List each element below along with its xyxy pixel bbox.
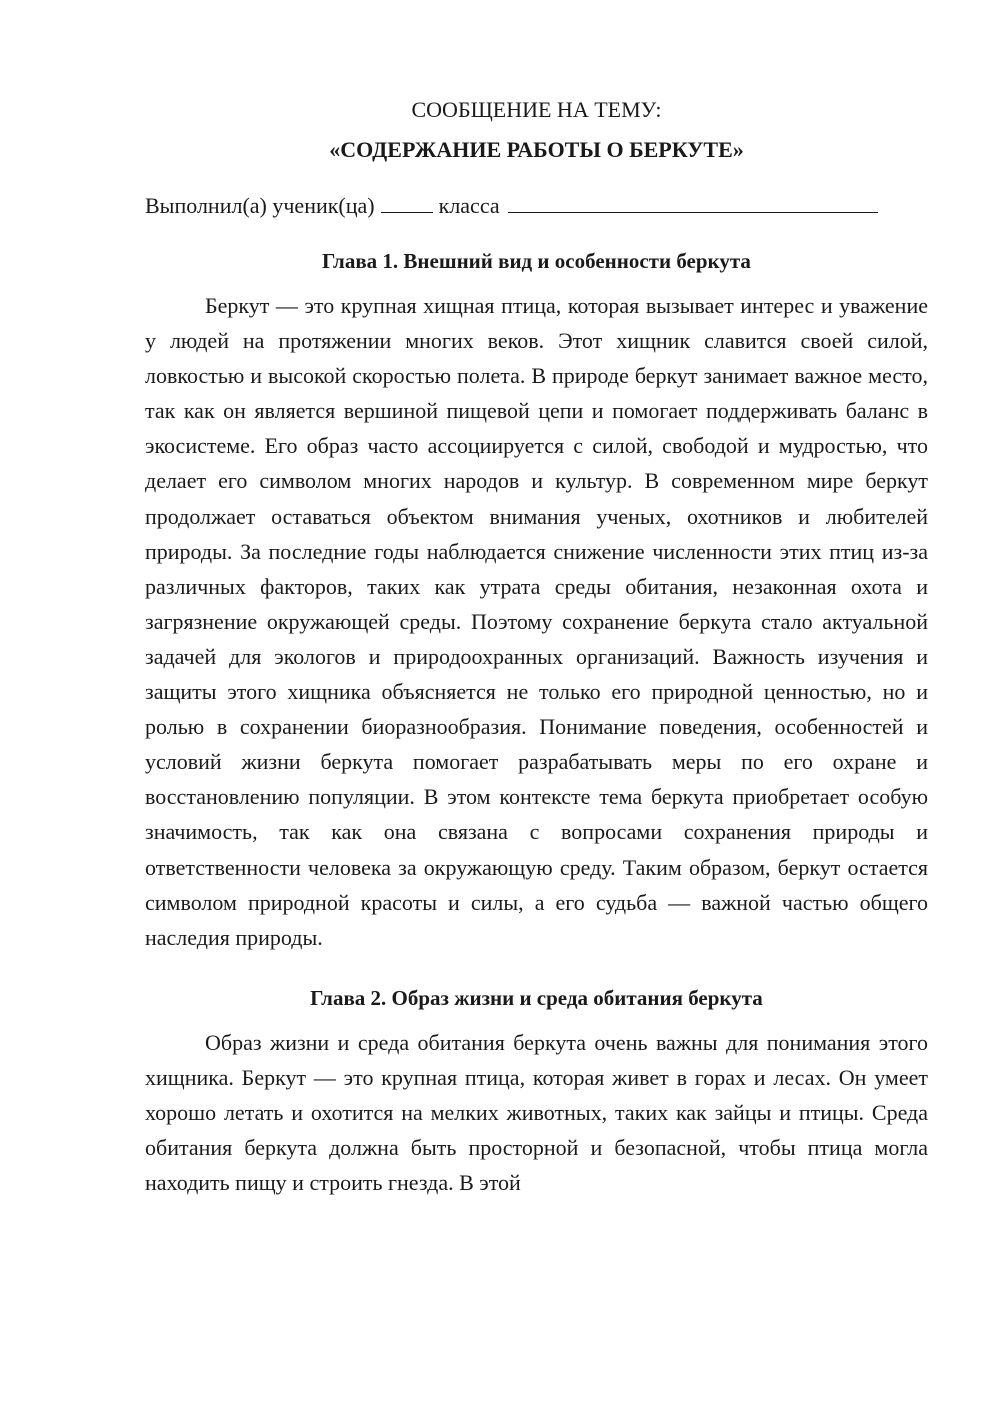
document-page [145, 92, 928, 1200]
chapter-1-paragraph: Беркут — это крупная хищная птица, которая вызывает интерес и уважение у людей на протяжении многих веков. Этот хищник славится своей силой, ловкостью и высокой скоростью полета. В природе беркут занимает важное место, так как он является вершиной пищевой цепи и помогает поддерживать баланс в экосистеме. Его образ часто ассоциируется с силой, свободой и мудростью, что делает его символом многих народов и культур. В современном мире беркут продолжает оставаться объектом внимания ученых, охотников и любителей природы. За последние годы наблюдается снижение численности этих птиц из-за различных факторов, таких как утрата среды обитания, незаконная охота и загрязнение окружающей среды. Поэтому сохранение беркута стало актуальной задачей для экологов и природоохранных организаций. Важность изучения и защиты этого хищника объясняется не только его природной ценностью, но и ролью в сохранении биоразнообразия. Понимание поведения, особенностей и условий жизни беркута помогает разрабатывать меры по его охране и восстановлению популяции. В этом контексте тема беркута приобретает особую значимость, так как она связана с вопросами сохранения природы и ответственности человека за окружающую среду. Таким образом, беркут остается символом природной красоты и силы, а его судьба — важной частью общего наследия природы. [145, 293, 928, 950]
author-line [145, 188, 928, 224]
student-name-blank [508, 192, 878, 213]
document-title-line2: «СОДЕРЖАНИЕ РАБОТЫ О БЕРКУТЕ» [329, 137, 744, 162]
document-title-line1: СООБЩЕНИЕ НА ТЕМУ: [411, 97, 662, 122]
chapter-1-heading: Глава 1. Внешний вид и особенности беркута [322, 249, 751, 273]
chapter-2-paragraph: Образ жизни и среда обитания беркута очень важны для понимания этого хищника. Беркут — это крупная птица, которая живет в горах и лесах. Он умеет хорошо летать и охотится на мелких животных, таких как зайцы и птицы. Среда обитания беркута должна быть просторной и безопасной, чтобы птица могла находить пищу и строить гнезда. В этой [145, 1029, 928, 1196]
class-label: класса [438, 193, 500, 218]
class-number-blank [381, 192, 433, 213]
author-label: Выполнил(а) ученик(ца) [145, 193, 375, 218]
chapter-2-heading: Глава 2. Образ жизни и среда обитания беркута [310, 985, 763, 1010]
